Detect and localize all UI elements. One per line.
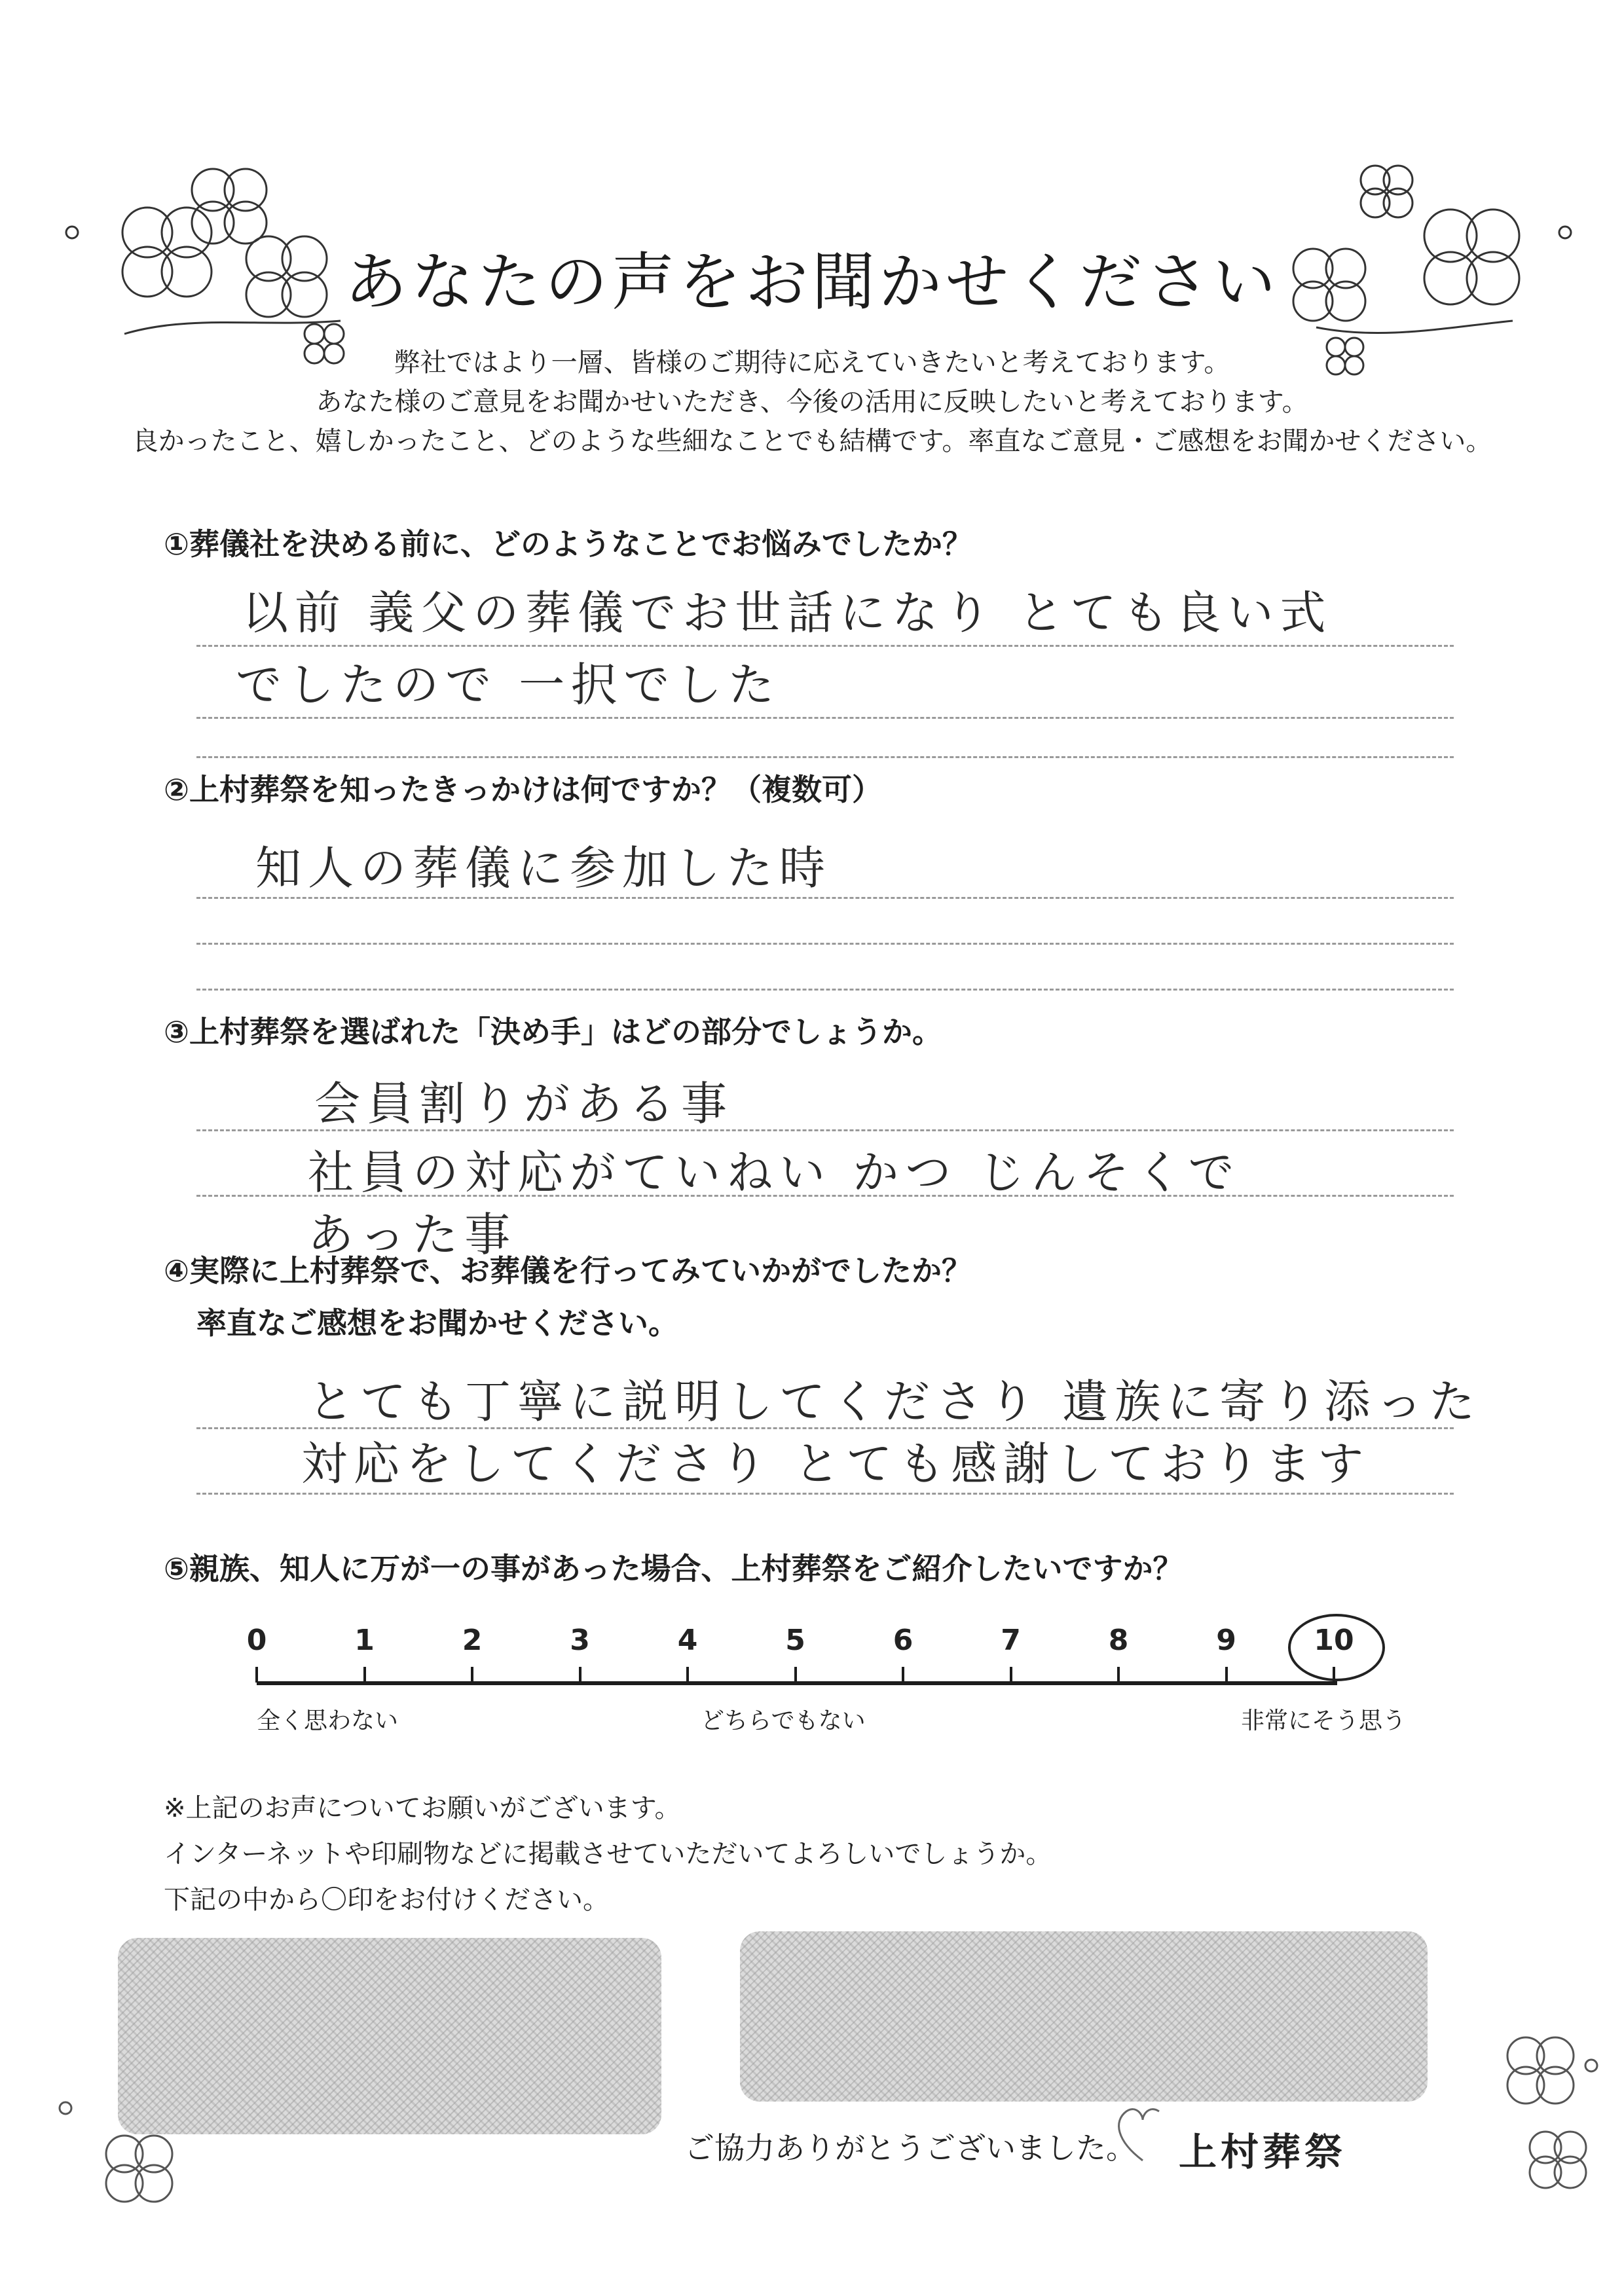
question-2-answer-line-1: 知人の葬儀に参加した時 bbox=[255, 841, 832, 895]
selected-score-circle bbox=[1288, 1614, 1385, 1681]
question-2-label: ②上村葬祭を知ったきっかけは何ですか？（複数可） bbox=[164, 772, 882, 807]
scale-mid-label: どちらでもない bbox=[701, 1707, 866, 1734]
question-4-answer-line-1: とても丁寧に説明してくださり 遺族に寄り添った bbox=[308, 1375, 1482, 1429]
question-1-label: ①葬儀社を決める前に、どのようなことでお悩みでしたか？ bbox=[164, 526, 972, 562]
scale-number-10[interactable]: 10 bbox=[1314, 1624, 1354, 1657]
question-4-label: ④実際に上村葬祭で、お葬儀を行ってみていかがでしたか？ bbox=[164, 1253, 972, 1288]
question-1-answer-line-1: 以前 義父の葬儀でお世話になり とても良い式 bbox=[242, 586, 1333, 640]
question-1-answer-line-2: でしたので 一択でした bbox=[236, 658, 781, 712]
scale-tick bbox=[686, 1667, 689, 1683]
heart-logo-icon bbox=[1113, 2102, 1172, 2167]
scale-tick bbox=[471, 1667, 473, 1683]
redacted-area-right bbox=[740, 1931, 1428, 2102]
answer-rule bbox=[196, 1493, 1454, 1495]
scale-tick bbox=[363, 1667, 366, 1683]
scale-number-0[interactable]: 0 bbox=[246, 1624, 267, 1657]
page-title: あなたの声をお聞かせください bbox=[344, 246, 1280, 319]
scale-number-2[interactable]: 2 bbox=[462, 1624, 483, 1657]
answer-rule bbox=[196, 1195, 1454, 1197]
answer-rule bbox=[196, 717, 1454, 719]
scale-line bbox=[257, 1681, 1337, 1685]
question-3-answer-line-1: 会員割りがある事 bbox=[314, 1077, 733, 1131]
scale-tick bbox=[255, 1667, 258, 1683]
scale-number-6[interactable]: 6 bbox=[893, 1624, 913, 1657]
scale-tick bbox=[579, 1667, 581, 1683]
question-4-label-line-2: 率直なご感想をお聞かせください。 bbox=[196, 1305, 678, 1341]
scale-tick bbox=[1010, 1667, 1012, 1683]
redacted-area-left bbox=[118, 1938, 661, 2134]
intro-line-3: 良かったこと、嬉しかったこと、どのような些細なことでも結構です。率直なご意見・ご感想をお聞かせください。 bbox=[132, 426, 1492, 456]
scale-number-4[interactable]: 4 bbox=[677, 1624, 698, 1657]
brand-name: 上村葬祭 bbox=[1179, 2130, 1347, 2174]
scale-tick bbox=[1225, 1667, 1228, 1683]
scale-number-9[interactable]: 9 bbox=[1216, 1624, 1236, 1657]
question-4-answer-line-2: 対応をしてくださり とても感謝しております bbox=[301, 1437, 1371, 1491]
answer-rule bbox=[196, 1427, 1454, 1429]
scale-tick bbox=[794, 1667, 797, 1683]
question-3-label: ③上村葬祭を選ばれた「決め手」はどの部分でしょうか。 bbox=[164, 1014, 942, 1049]
scale-number-5[interactable]: 5 bbox=[785, 1624, 805, 1657]
question-5-label: ⑤親族、知人に万が一の事があった場合、上村葬祭をご紹介したいですか？ bbox=[164, 1551, 1183, 1586]
notice-line-3: 下記の中から〇印をお付けください。 bbox=[164, 1885, 609, 1915]
footer-thanks: ご協力ありがとうございました。 bbox=[684, 2130, 1136, 2166]
scale-tick bbox=[1117, 1667, 1120, 1683]
answer-rule bbox=[196, 1129, 1454, 1131]
scale-number-8[interactable]: 8 bbox=[1108, 1624, 1129, 1657]
answer-rule bbox=[196, 943, 1454, 945]
notice-line-2: インターネットや印刷物などに掲載させていただいてよろしいでしょうか。 bbox=[164, 1839, 1052, 1869]
scale-number-3[interactable]: 3 bbox=[570, 1624, 590, 1657]
notice-line-1: ※上記のお声についてお願いがございます。 bbox=[164, 1793, 681, 1823]
scale-number-1[interactable]: 1 bbox=[354, 1624, 375, 1657]
scale-number-7[interactable]: 7 bbox=[1001, 1624, 1021, 1657]
answer-rule bbox=[196, 756, 1454, 758]
question-3-answer-line-2: 社員の対応がていねい かつ じんそくで bbox=[308, 1146, 1241, 1199]
intro-line-2: あなた様のご意見をお聞かせいただき、今後の活用に反映したいと考えております。 bbox=[316, 387, 1308, 417]
answer-rule bbox=[196, 897, 1454, 899]
question-3-answer-line-3: あった事 bbox=[308, 1208, 517, 1262]
scale-right-label: 非常にそう思う bbox=[1241, 1707, 1407, 1734]
answer-rule bbox=[196, 989, 1454, 991]
intro-line-1: 弊社ではより一層、皆様のご期待に応えていきたいと考えております。 bbox=[394, 348, 1230, 378]
scale-tick bbox=[902, 1667, 904, 1683]
scale-left-label: 全く思わない bbox=[257, 1707, 399, 1734]
answer-rule bbox=[196, 645, 1454, 647]
